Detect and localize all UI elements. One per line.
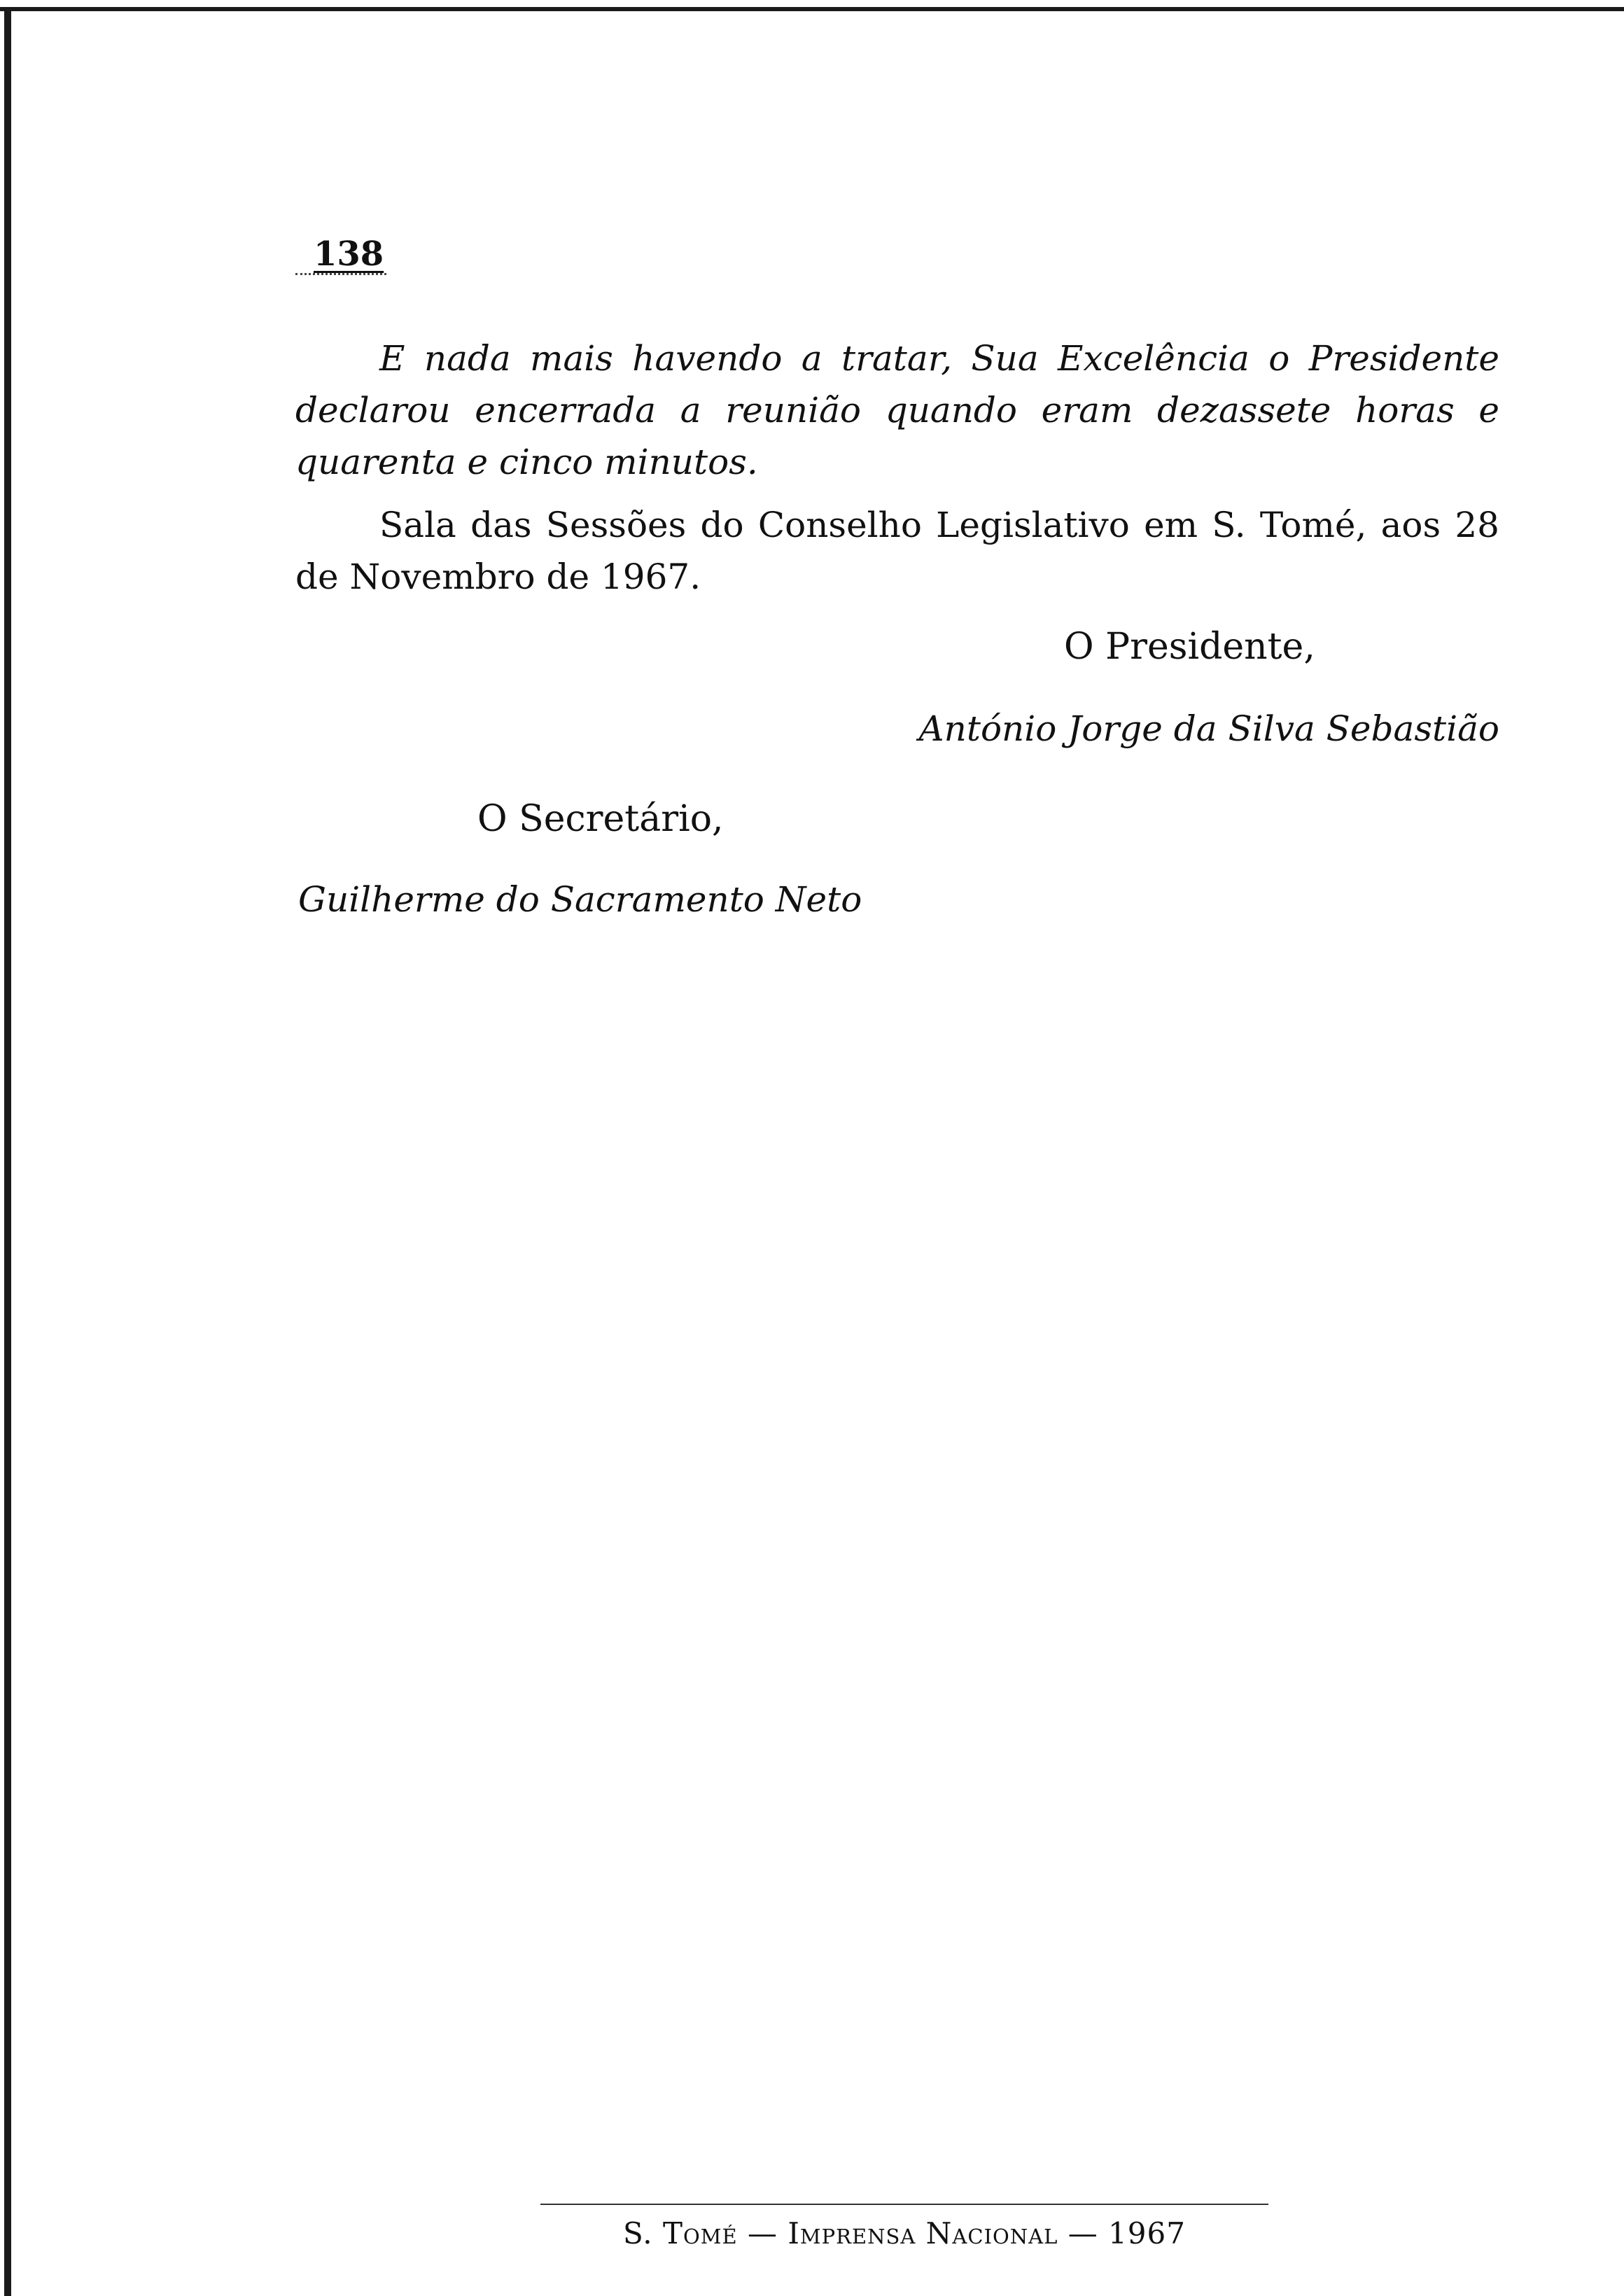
page-border-left: [4, 7, 11, 2296]
presidente-title: O Presidente,: [1064, 626, 1315, 668]
page-number: 138: [314, 234, 384, 274]
secretario-name: Guilherme do Sacramento Neto: [298, 879, 862, 920]
footer-rule: [540, 2204, 1268, 2205]
page-border-top: [0, 7, 1624, 11]
closing-paragraph: E nada mais havendo a tratar, Sua Excelência o Presidente declarou encerrada a reunião quando eram dezassete horas e quarenta e cinco minutos.: [295, 338, 1499, 482]
presidente-name: António Jorge da Silva Sebastião: [918, 708, 1499, 749]
page-number-dots: [295, 273, 386, 275]
sala-paragraph: Sala das Sessões do Conselho Legislativo em S. Tomé, aos 28 de Novembro de 1967.: [295, 505, 1499, 597]
footer-imprint: S. Tomé — Imprensa Nacional — 1967: [623, 2216, 1186, 2250]
secretario-title: O Secretário,: [477, 798, 724, 840]
